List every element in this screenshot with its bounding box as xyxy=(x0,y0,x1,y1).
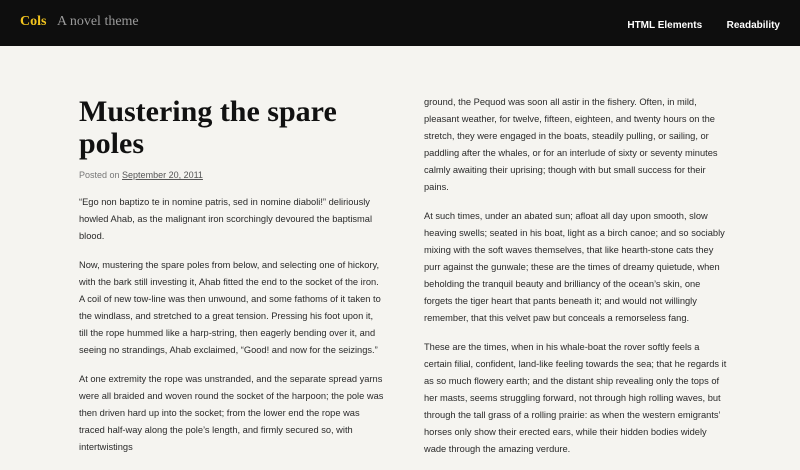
paragraph: ground, the Pequod was soon all astir in the fishery. Often, in mild, pleasant weather, for twelve, fifteen, eighteen, and twenty hours on the stretch, they were engaged in the boats, steadily pulling, or sailing, or paddling after the whales, or for an interlude of sixty or seventy minutes calmly awaiting their uprising; though with but small success for their pains. xyxy=(424,97,718,192)
article-left-column xyxy=(79,96,384,468)
paragraph: “Ego non baptizo te in nomine patris, sed in nomine diaboli!” deliriously howled Ahab, as the malignant iron scorchingly devoured the baptismal blood. xyxy=(79,197,373,241)
top-navigation-bar xyxy=(0,0,800,46)
post-meta xyxy=(79,170,384,180)
article-right-column xyxy=(424,94,729,470)
site-tagline: A novel theme xyxy=(57,14,139,29)
site-brand-link[interactable]: Cols xyxy=(20,14,47,29)
post-title: Mustering the spare poles xyxy=(79,95,337,160)
posted-on-label: Posted on xyxy=(79,170,120,180)
main-nav xyxy=(607,15,780,33)
nav-item-readability[interactable]: Readability xyxy=(726,20,780,31)
post-body-left xyxy=(79,194,384,456)
post-date-link[interactable]: September 20, 2011 xyxy=(122,170,203,180)
paragraph: At one extremity the rope was unstranded, and the separate spread yarns were all braided and woven round the socket of the harpoon; the pole was then driven hard up into the socket; from the lower end the rope was traced half-way along the pole’s length, and firmly secured so, with intertwistings xyxy=(79,374,384,452)
paragraph: These are the times, when in his whale-boat the rover softly feels a certain filial, confident, land-like feeling towards the sea; that he regards it as so much flowery earth; and the distant ship revealing only the tops of her masts, seems struggling forward, not through high rolling waves, but through the tall grass of a rolling prairie: as when the western emigrants’ horses only show their erected ears, while their hidden bodies widely wade through the amazing verdure. xyxy=(424,342,727,454)
paragraph: Now, mustering the spare poles from below, and selecting one of hickory, with the bark still investing it, Ahab fitted the end to the socket of the iron. A coil of new tow-line was then unwound, and some fathoms of it taken to the windlass, and stretched to a great tension. Pressing his foot upon it, till the rope hummed like a harp-string, then eagerly bending over it, and seeing no strandings, Ahab exclaimed, “Good! and now for the seizings.” xyxy=(79,260,381,355)
paragraph: At such times, under an abated sun; afloat all day upon smooth, slow heaving swells; seated in his boat, light as a birch canoe; and so sociably mixing with the soft waves themselves, that like hearth-stone cats they purr against the gunwale; these are the times of dreamy quietude, when beholding the tranquil beauty and brilliancy of the ocean’s skin, one forgets the tiger heart that pants beneath it; and would not willingly remember, that this velvet paw but conceals a remorseless fang. xyxy=(424,211,725,323)
nav-item-html-elements[interactable]: HTML Elements xyxy=(627,20,703,31)
